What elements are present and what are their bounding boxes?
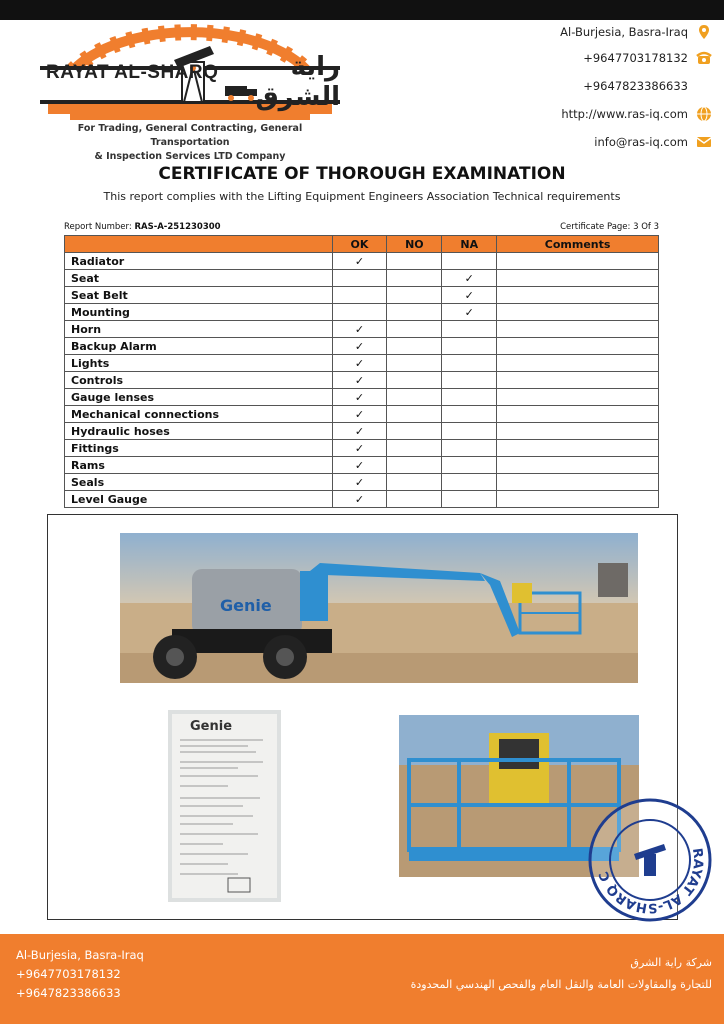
row-na: [442, 440, 497, 457]
row-item: Controls: [65, 372, 333, 389]
row-ok: ✓: [332, 491, 387, 508]
contact-website[interactable]: [561, 106, 712, 122]
row-item: Gauge lenses: [65, 389, 333, 406]
table-row: [65, 321, 659, 338]
row-no: [387, 440, 442, 457]
top-bar: [0, 0, 724, 20]
row-ok: ✓: [332, 321, 387, 338]
data-plate-photo: [168, 710, 281, 902]
row-na: [442, 355, 497, 372]
row-no: [387, 474, 442, 491]
row-comments: [497, 406, 659, 423]
row-na: [442, 406, 497, 423]
email-text[interactable]: info@ras-iq.com: [594, 135, 688, 149]
row-ok: ✓: [332, 440, 387, 457]
row-item: Rams: [65, 457, 333, 474]
phone-spacer: [696, 78, 712, 94]
table-row: [65, 287, 659, 304]
row-comments: [497, 372, 659, 389]
stamp-text: RAYAT AL-SHARQ Co.: [596, 847, 706, 916]
row-ok: [332, 287, 387, 304]
row-no: [387, 338, 442, 355]
website-text[interactable]: http://www.ras-iq.com: [561, 107, 688, 121]
row-ok: ✓: [332, 389, 387, 406]
row-no: [387, 304, 442, 321]
boom-lift-photo: [120, 533, 638, 683]
row-ok: ✓: [332, 338, 387, 355]
row-no: [387, 355, 442, 372]
row-na: [442, 423, 497, 440]
row-na: ✓: [442, 270, 497, 287]
row-ok: ✓: [332, 355, 387, 372]
row-comments: [497, 457, 659, 474]
company-name-ar: راية الشرق: [255, 52, 340, 112]
row-item: Horn: [65, 321, 333, 338]
certificate-page: Certificate Page: 3 Of 3: [560, 222, 659, 232]
table-row: [65, 304, 659, 321]
row-item: Seat: [65, 270, 333, 287]
row-ok: ✓: [332, 457, 387, 474]
footer-address: Al-Burjesia, Basra-Iraq: [16, 948, 144, 962]
row-item: Mounting: [65, 304, 333, 321]
row-no: [387, 287, 442, 304]
footer-phone-1[interactable]: +9647703178132: [16, 967, 121, 981]
table-row: [65, 355, 659, 372]
row-na: [442, 457, 497, 474]
table-row: [65, 389, 659, 406]
certificate-title: CERTIFICATE OF THOROUGH EXAMINATION: [158, 164, 566, 184]
checklist-header-row: [65, 236, 659, 253]
row-no: [387, 457, 442, 474]
report-number: [64, 222, 221, 232]
row-na: [442, 253, 497, 270]
company-logo: [40, 22, 340, 130]
row-item: Hydraulic hoses: [65, 423, 333, 440]
telephone-icon: [696, 50, 712, 66]
table-row: [65, 338, 659, 355]
machine-brand-text: Genie: [220, 596, 272, 615]
table-row: [65, 372, 659, 389]
table-row: [65, 406, 659, 423]
photos-box: [47, 514, 678, 920]
row-item: Mechanical connections: [65, 406, 333, 423]
table-row: [65, 423, 659, 440]
row-item: Level Gauge: [65, 491, 333, 508]
row-ok: ✓: [332, 253, 387, 270]
company-tagline: [40, 122, 340, 164]
certificate-subtitle: This report complies with the Lifting Equipment Engineers Association Technical requirements: [103, 190, 621, 203]
report-number-label: Report Number:: [64, 222, 132, 232]
footer-phone-2[interactable]: +9647823386633: [16, 986, 121, 1000]
row-comments: [497, 491, 659, 508]
row-comments: [497, 304, 659, 321]
row-ok: [332, 304, 387, 321]
row-ok: [332, 270, 387, 287]
row-comments: [497, 440, 659, 457]
location-pin-icon: [696, 24, 712, 40]
plate-brand-text: Genie: [190, 719, 233, 734]
row-na: ✓: [442, 304, 497, 321]
table-row: [65, 440, 659, 457]
table-row: [65, 491, 659, 508]
row-comments: [497, 423, 659, 440]
row-item: Backup Alarm: [65, 338, 333, 355]
row-na: [442, 389, 497, 406]
phone-2-text[interactable]: +9647823386633: [583, 79, 688, 93]
header-item: [65, 236, 333, 253]
row-no: [387, 372, 442, 389]
footer-arabic-name: شركة راية الشرق: [630, 956, 712, 969]
row-na: [442, 474, 497, 491]
row-na: [442, 338, 497, 355]
checklist-table: [64, 235, 659, 508]
row-na: [442, 372, 497, 389]
table-row: [65, 474, 659, 491]
address-text: Al-Burjesia, Basra-Iraq: [560, 25, 688, 39]
table-row: [65, 457, 659, 474]
row-ok: ✓: [332, 406, 387, 423]
row-no: [387, 270, 442, 287]
row-no: [387, 491, 442, 508]
table-row: [65, 253, 659, 270]
report-number-value: RAS-A-251230300: [134, 222, 221, 232]
company-name-en: RAYAT AL-SHARQ: [46, 62, 219, 83]
globe-icon: [696, 106, 712, 122]
row-comments: [497, 355, 659, 372]
contact-phone-2[interactable]: [583, 78, 712, 94]
tagline-line-2: & Inspection Services LTD Company: [94, 151, 286, 162]
row-comments: [497, 287, 659, 304]
envelope-icon: [696, 134, 712, 150]
contact-address: [560, 24, 712, 40]
row-ok: ✓: [332, 423, 387, 440]
row-item: Fittings: [65, 440, 333, 457]
header-no: NO: [387, 236, 442, 253]
row-no: [387, 389, 442, 406]
row-item: Seat Belt: [65, 287, 333, 304]
row-na: [442, 321, 497, 338]
header-na: NA: [442, 236, 497, 253]
tagline-line-1: For Trading, General Contracting, General Transportation: [77, 123, 303, 148]
contact-email[interactable]: [594, 134, 712, 150]
company-stamp: [586, 796, 714, 924]
footer-arabic-description: للتجارة والمقاولات العامة والنقل العام والفحص الهندسي المحدودة: [410, 978, 712, 991]
row-no: [387, 406, 442, 423]
row-ok: ✓: [332, 372, 387, 389]
footer-bar: [0, 934, 724, 1024]
row-no: [387, 253, 442, 270]
row-comments: [497, 389, 659, 406]
row-comments: [497, 474, 659, 491]
header-ok: OK: [332, 236, 387, 253]
row-comments: [497, 321, 659, 338]
phone-1-text[interactable]: +9647703178132: [583, 51, 688, 65]
row-item: Seals: [65, 474, 333, 491]
row-comments: [497, 270, 659, 287]
contact-phone-1[interactable]: [583, 50, 712, 66]
row-item: Lights: [65, 355, 333, 372]
table-row: [65, 270, 659, 287]
row-comments: [497, 338, 659, 355]
row-item: Radiator: [65, 253, 333, 270]
row-na: ✓: [442, 287, 497, 304]
row-ok: ✓: [332, 474, 387, 491]
row-comments: [497, 253, 659, 270]
row-no: [387, 321, 442, 338]
row-no: [387, 423, 442, 440]
header-comments: Comments: [497, 236, 659, 253]
row-na: [442, 491, 497, 508]
